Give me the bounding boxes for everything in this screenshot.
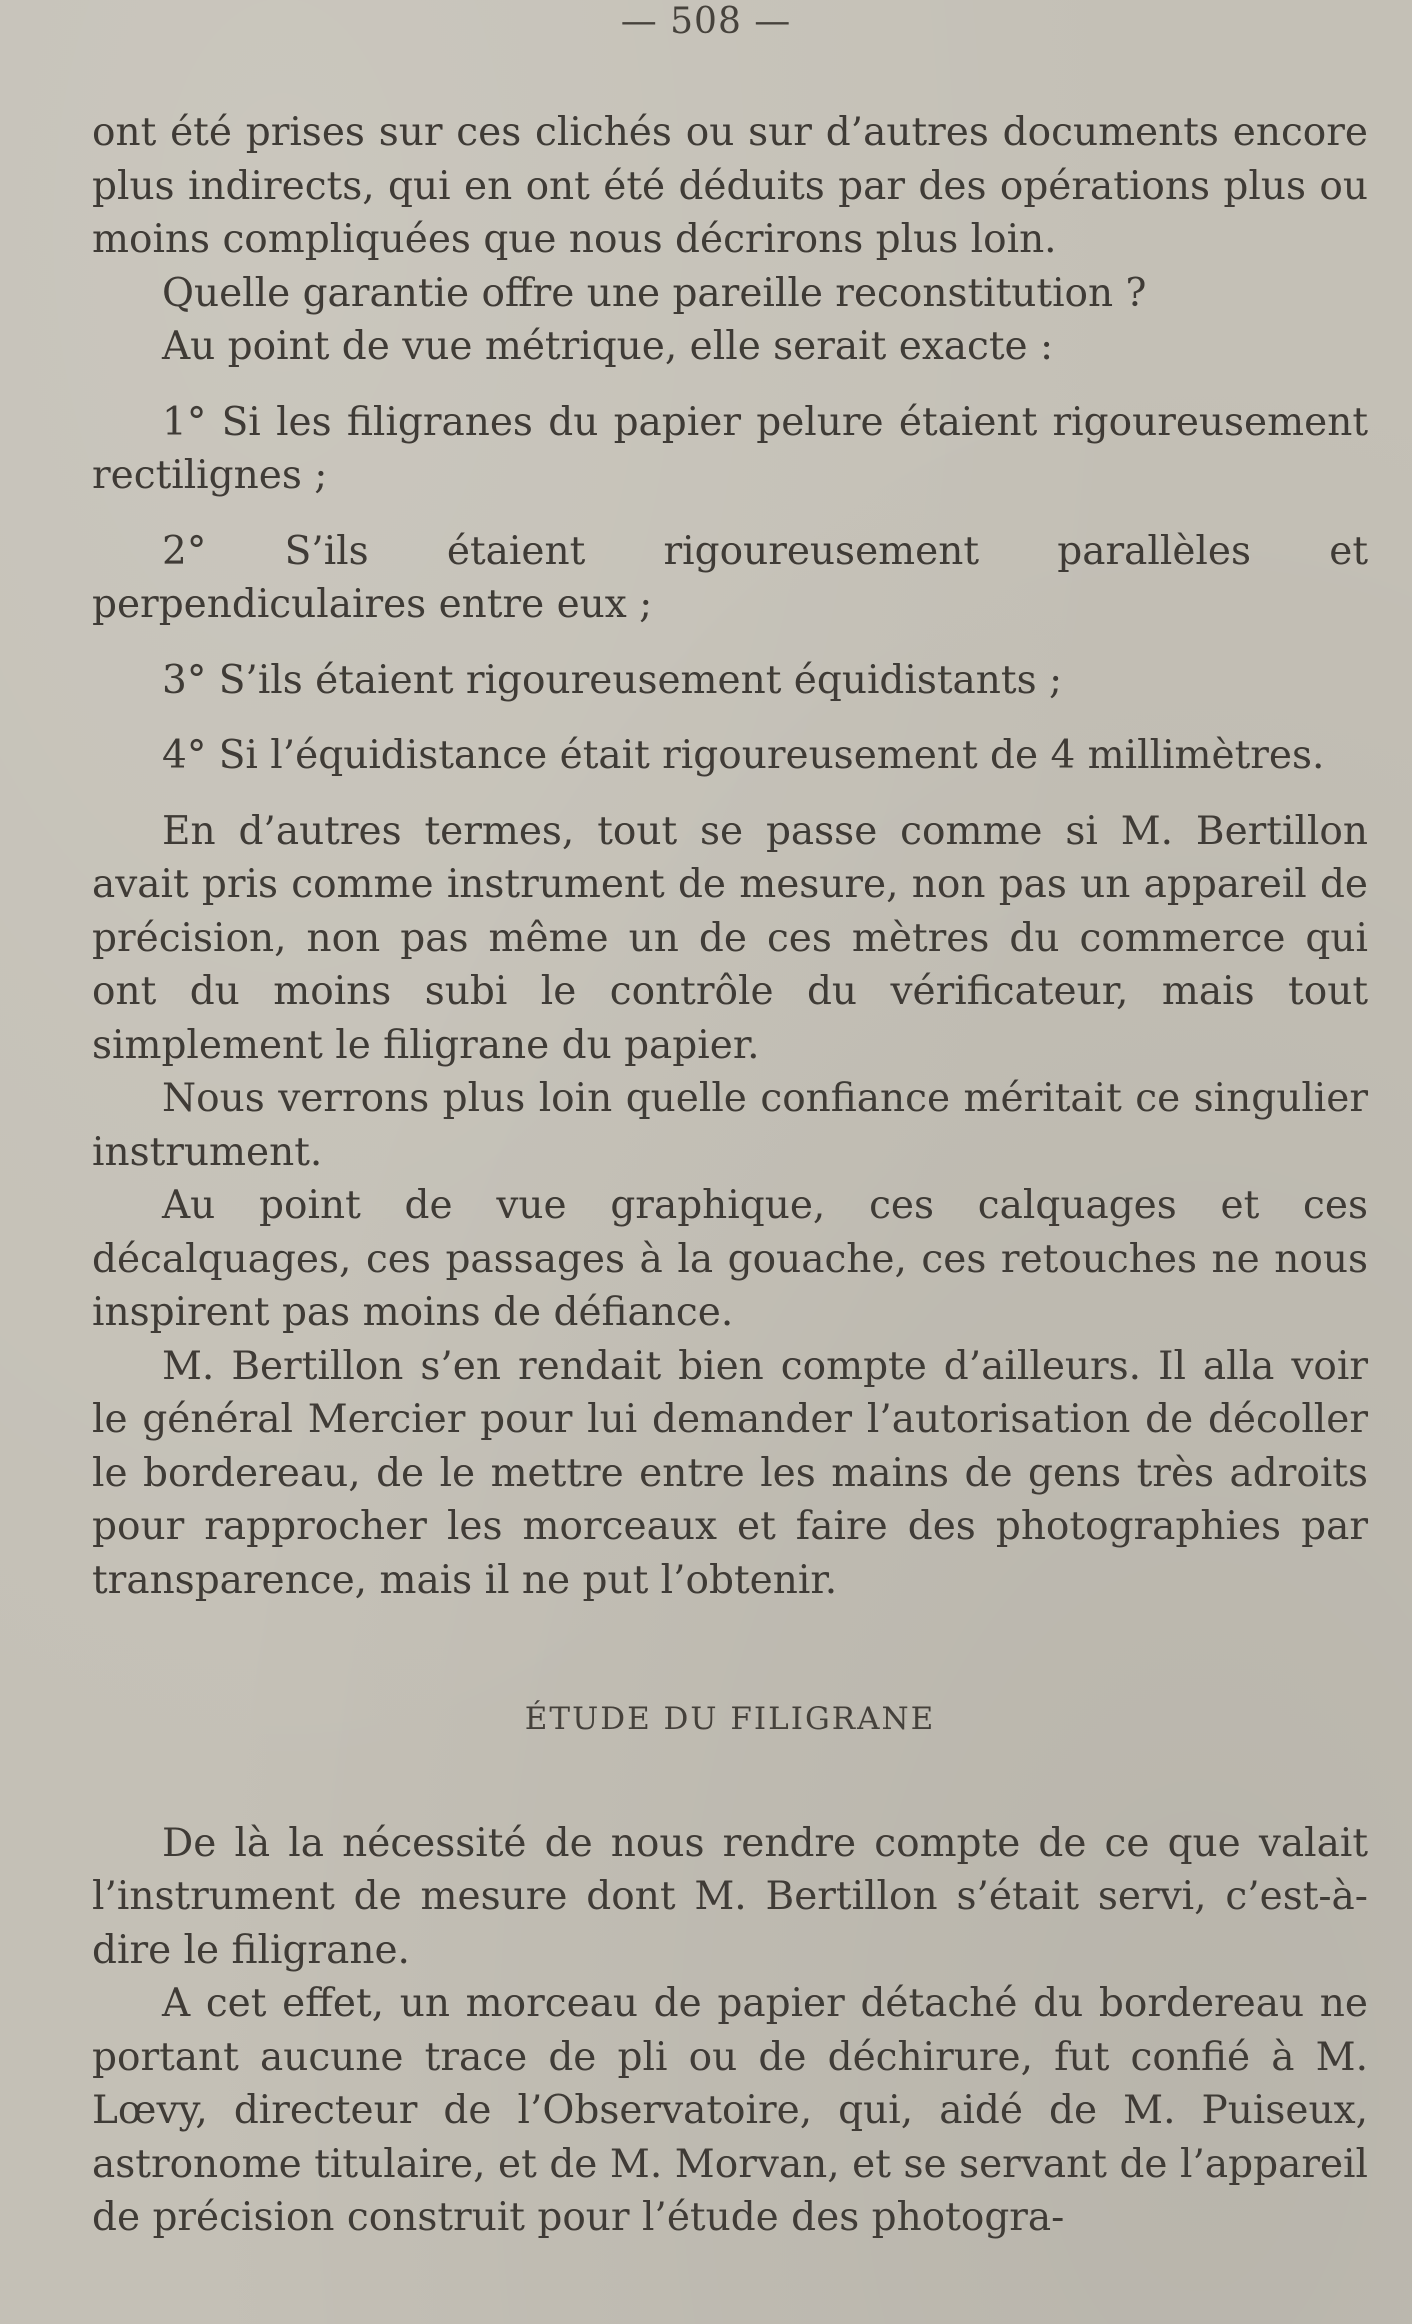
body-text [92,106,1368,2245]
list-item-3: 3° S’ils étaient rigoureusement équidistants ; [162,657,1063,703]
list-item-1: 1° Si les filigranes du papier pelure étaient rigoureusement rectilignes ; [92,399,1368,498]
paragraph-metric-view: Au point de vue métrique, elle serait exacte : [162,324,1054,369]
paragraph-experiment: A cet effet, un morceau de papier détaché du bordereau ne portant aucune trace de pli ou de déchirure, fut confié à M. Lœvy, directeur de l’Observatoire, qui, aidé de M. Puiseux, astronome titulaire, et de M. Morvan, et se servant de l’appareil de précision construit pour l’étude des photogra- [92,1981,1368,2240]
paragraph-bertillon: M. Bertillon s’en rendait bien compte d’ailleurs. Il alla voir le général Mercier pour lui demander l’autorisation de décoller le bordereau, de le mettre entre les mains de gens très adroits pour rapprocher les morceaux et faire des photographies par transparence, mais il ne put l’obtenir. [92,1343,1368,1603]
list-item-4: 4° Si l’équidistance était rigoureusement de 4 millimètres. [162,733,1325,778]
page-number: — 508 — [620,1,792,42]
paragraph-continuation: ont été prises sur ces clichés ou sur d’autres documents encore plus indirects, qui en ont été déduits par des opérations plus ou moins compliquées que nous décrirons plus loin. [92,110,1368,262]
list-item-2: 2° S’ils étaient rigoureusement parallèles et perpendiculaires entre eux ; [92,528,1368,627]
paragraph-question: Quelle garantie offre une pareille reconstitution ? [162,270,1147,316]
paragraph-necessity: De là la nécessité de nous rendre compte de ce que valait l’instrument de mesure dont M. Bertillon s’était servi, c’est-à-dire le filigrane. [92,1820,1368,1973]
section-heading: ÉTUDE DU FILIGRANE [524,1701,936,1737]
paragraph-other-terms: En d’autres termes, tout se passe comme si M. Bertillon avait pris comme instrument de mesure, non pas un appareil de précision, non pas même un de ces mètres du commerce qui ont du moins subi le contrôle du vérificateur, mais tout simplement le filigrane du papier. [92,808,1368,1068]
paragraph-confidence: Nous verrons plus loin quelle confiance méritait ce singulier instrument. [92,1076,1368,1175]
paragraph-graphic-view: Au point de vue graphique, ces calquages et ces décalquages, ces passages à la gouache, ces retouches ne nous inspirent pas moins de défiance. [92,1183,1368,1335]
